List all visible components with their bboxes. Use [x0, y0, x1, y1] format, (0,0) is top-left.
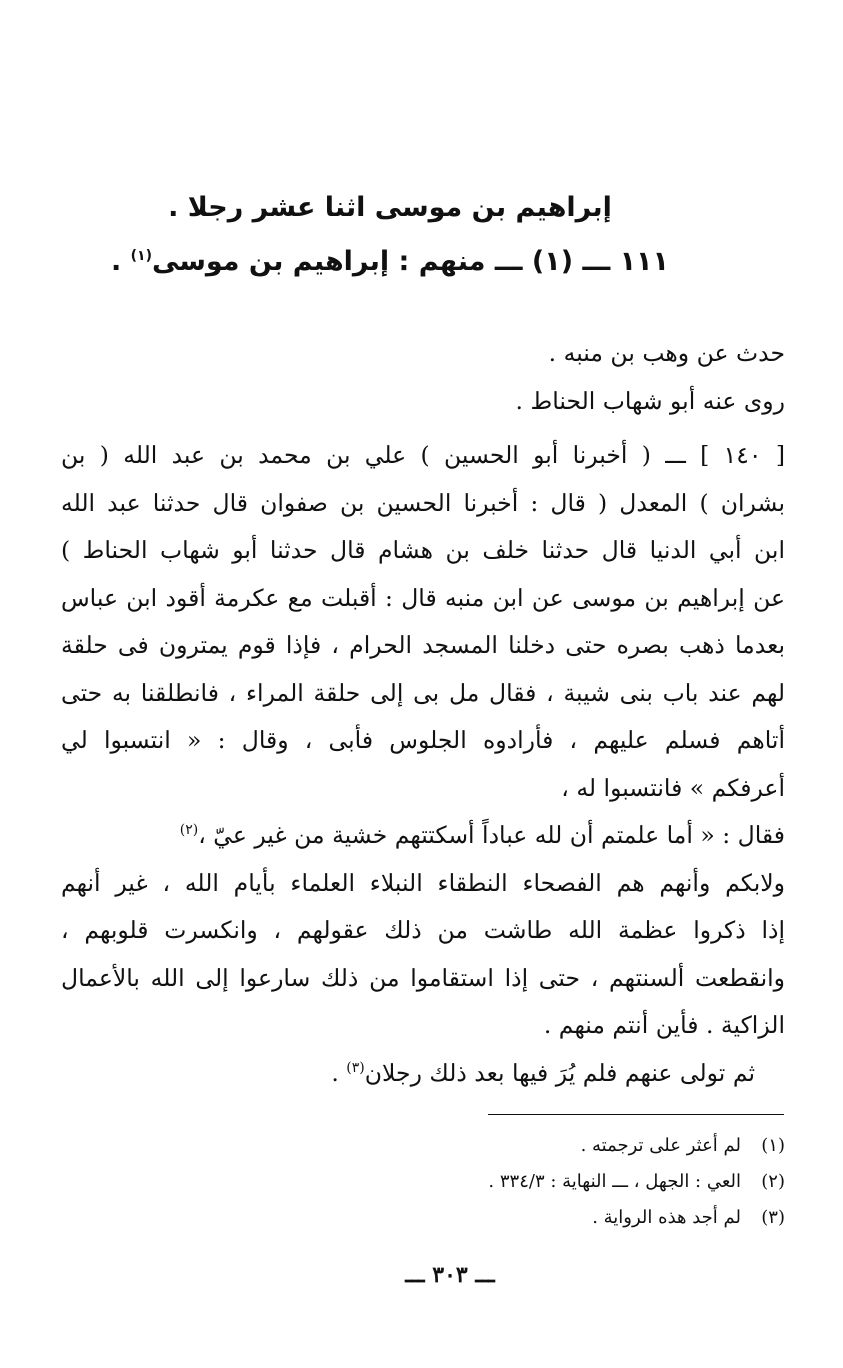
speech-first-line: فقال : « أما علمتم أن لله عباداً أسكتتهم خشية من غير عيّ ،: [198, 821, 785, 849]
footnote-text: العي : الجهل ، ـــ النهاية : ٣٣٤/٣ .: [488, 1171, 741, 1192]
paragraph-line: بشران ) المعدل ( قال : أخبرنا الحسين بن صفوان قال حدثنا عبد الله: [61, 488, 785, 517]
intro-block: [61, 330, 785, 425]
footnote-text: لم أعثر على ترجمته .: [580, 1135, 741, 1156]
paragraph-line: لهم عند باب بنى شيبة ، فقال مل بى إلى حلقة المراء ، فانطلقنا به حتى: [61, 678, 785, 707]
paragraph-line: ولابكم وأنهم هم الفصحاء النطقاء النبلاء العلماء بأيام الله ، غير أنهم: [61, 868, 785, 897]
paragraph-line: ابن أبي الدنيا قال حدثنا خلف بن هشام قال حدثنا أبو شهاب الحناط ): [61, 536, 785, 564]
paragraph-line: أتاهم فسلم عليهم ، فأرادوه الجلوس فأبى ، وقال : « انتسبوا لي: [61, 726, 785, 754]
paragraph-line: وانقطعت ألسنتهم ، حتى إذا استقاموا من ذلك سارعوا إلى الله بالأعمال: [61, 963, 785, 992]
footnote-ref-3: (٣): [346, 1060, 365, 1077]
entry-heading: [90, 242, 690, 282]
footnote-number: (٣): [761, 1207, 785, 1228]
closing-line: [61, 1050, 785, 1098]
paragraph-line: الزاكية . فأين أنتم منهم .: [543, 1011, 785, 1039]
closing-text: ثم تولى عنهم فلم يُرَ فيها بعد ذلك رجلان: [364, 1059, 755, 1087]
footnote-ref-2: (٢): [179, 822, 199, 839]
intro-line: روى عنه أبو شهاب الحناط .: [515, 386, 785, 415]
paragraph-line: بعدما ذهب بصره حتى دخلنا المسجد الحرام ، فإذا قوم يمترون فى حلقة: [61, 631, 785, 659]
speech-paragraph: [61, 812, 785, 1050]
footnote-text: لم أجد هذه الرواية .: [592, 1207, 741, 1228]
footnote-ref-1: (١): [130, 248, 152, 264]
page-number: ـــ ٣٠٣ ـــ: [405, 1262, 495, 1288]
paragraph-line: أعرفكم » فانتسبوا له ،: [561, 773, 785, 802]
footnote-item: [365, 1164, 785, 1200]
narration-paragraph: [61, 432, 785, 812]
footnotes: [365, 1128, 785, 1236]
footnote-number: (٢): [761, 1171, 785, 1192]
paragraph-line: [ ١٤٠ ] ـــ ( أخبرنا أبو الحسين ) علي بن محمد بن عبد الله ( بن: [61, 441, 786, 469]
footnote-separator: [488, 1114, 784, 1115]
closing-line-block: [61, 1050, 785, 1098]
closing-end: .: [331, 1059, 347, 1087]
paragraph-line: عن إبراهيم بن موسى عن ابن منبه قال : أقبلت مع عكرمة أقود ابن عباس: [61, 583, 785, 612]
entry-heading-end: .: [110, 246, 131, 277]
footnote-number: (١): [761, 1135, 785, 1156]
chapter-heading: إبراهيم بن موسى اثنا عشر رجلا .: [168, 192, 612, 223]
paragraph-line: إذا ذكروا عظمة الله طاشت من ذلك عقولهم ، وانكسرت قلوبهم ،: [61, 916, 785, 944]
paragraph-line: [61, 812, 785, 860]
footnote-item: [365, 1200, 785, 1236]
entry-heading-text: ١١١ ـــ (١) ـــ منهم : إبراهيم بن موسى: [152, 246, 670, 277]
footnote-item: [365, 1128, 785, 1164]
intro-line: حدث عن وهب بن منبه .: [548, 339, 785, 367]
